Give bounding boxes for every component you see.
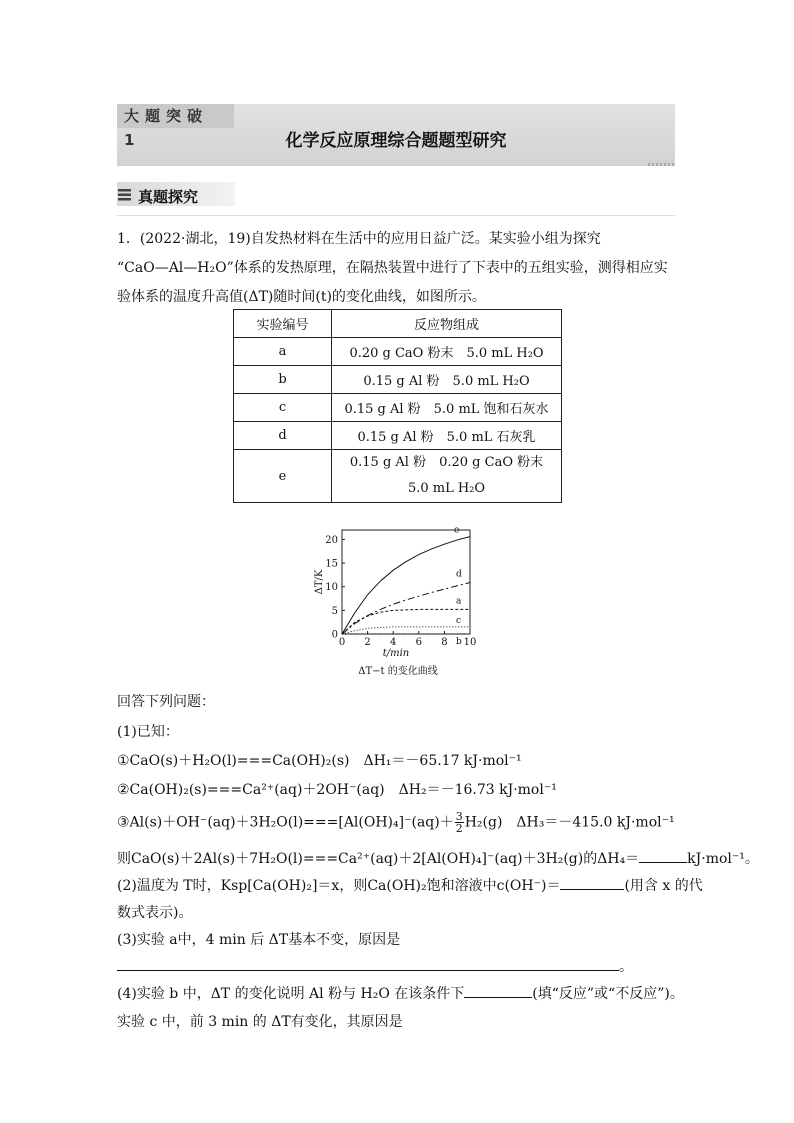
q4-line-1 — [117, 983, 684, 1003]
fraction-denominator: 2 — [455, 822, 463, 835]
table-cell-id: d — [234, 422, 332, 450]
question-intro — [117, 225, 687, 312]
q1-eq3-left: ③Al(s)＋OH⁻(aq)＋3H₂O(l)===[Al(OH)₄]⁻(aq)＋ — [117, 814, 454, 831]
composition-line-2: 5.0 mL H₂O — [407, 481, 486, 496]
q2-line-2: 数式表示)。 — [117, 905, 193, 921]
q1-eq1: ①CaO(s)＋H₂O(l)===Ca(OH)₂(s) ΔH₁＝－65.17 kJ·mol⁻¹ — [117, 753, 522, 769]
q3-answer-line — [117, 956, 633, 976]
table-row — [234, 366, 562, 394]
y-tick-label: 20 — [325, 534, 338, 546]
series-label-e: e — [454, 525, 460, 536]
table-cell-composition: 0.15 g Al 粉 5.0 mL 石灰乳 — [332, 422, 562, 450]
table-row — [234, 394, 562, 422]
intro-line-1: 1．(2022·湖北，19)自发热材料在生活中的应用日益广泛。某实验小组为探究 — [117, 231, 601, 247]
experiment-table — [233, 309, 562, 503]
q4-answer-blank[interactable] — [464, 983, 532, 998]
intro-line-2: “CaO—Al—H₂O”体系的发热原理，在隔热装置中进行了下表中的五组实验，测得相应实 — [117, 260, 668, 276]
series-label-c: c — [456, 615, 462, 626]
table-cell-composition — [332, 450, 562, 503]
q3-end: 。 — [619, 959, 633, 975]
q1-eq3-right: H₂(g) ΔH₃＝－415.0 kJ·mol⁻¹ — [464, 814, 675, 831]
x-tick-label: 10 — [463, 637, 477, 648]
x-axis-label: t/min — [382, 648, 410, 659]
series-label-a: a — [456, 596, 462, 607]
y-axis-label: ΔT/K — [314, 569, 325, 595]
q1-ask — [117, 848, 759, 868]
table-row — [234, 450, 562, 503]
q1-label: (1)已知： — [117, 724, 179, 740]
table-header-cell: 实验编号 — [234, 310, 332, 338]
series-line-e — [342, 537, 470, 634]
x-tick-label: 6 — [415, 637, 422, 648]
table-header-row — [234, 310, 562, 338]
section-bars-icon — [118, 189, 131, 201]
table-cell-id: a — [234, 338, 332, 366]
q3-line-1: (3)实验 a中，4 min 后 ΔT基本不变，原因是 — [117, 932, 401, 948]
q1-eq2: ②Ca(OH)₂(s)===Ca²⁺(aq)＋2OH⁻(aq) ΔH₂＝－16.73 kJ·mol⁻¹ — [117, 782, 557, 798]
q1-eq3-fraction — [455, 811, 464, 834]
q4-left: (4)实验 b 中，ΔT 的变化说明 Al 粉与 H₂O 在该条件下 — [117, 986, 465, 1002]
table-cell-composition: 0.15 g Al 粉 5.0 mL 饱和石灰水 — [332, 394, 562, 422]
chapter-title: 化学反应原理综合题题型研究 — [285, 131, 507, 151]
fraction-numerator: 3 — [455, 810, 463, 823]
table-cell-id: b — [234, 366, 332, 394]
series-label-b: b — [456, 637, 462, 647]
table-cell-composition: 0.20 g CaO 粉末 5.0 mL H₂O — [332, 338, 562, 366]
series-label-d: d — [456, 569, 462, 580]
y-tick-label: 10 — [325, 582, 338, 594]
y-tick-label: 15 — [325, 558, 338, 570]
y-tick-label: 5 — [331, 605, 338, 617]
chart-title: ΔT−t 的变化曲线 — [358, 666, 438, 677]
composition-line-1: 0.15 g Al 粉 0.20 g CaO 粉末 — [349, 455, 544, 470]
table-header-cell: 反应物组成 — [332, 310, 562, 338]
series-line-a — [342, 609, 470, 634]
q1-ask-left: 则CaO(s)＋2Al(s)＋7H₂O(l)===Ca²⁺(aq)＋2[Al(OH)₄]⁻(aq)＋3H₂(g)的ΔH₄＝ — [117, 851, 640, 867]
intro-line-3: 验体系的温度升高值(ΔT)随时间(t)的变化曲线，如图所示。 — [117, 289, 486, 305]
table-row — [234, 338, 562, 366]
y-tick-label: 0 — [331, 629, 338, 641]
banner-dots — [648, 163, 674, 166]
q1-ask-right: kJ·mol⁻¹。 — [687, 851, 759, 867]
chapter-tag: 大题突破 1 — [117, 104, 234, 128]
plot-frame — [342, 530, 470, 634]
series-line-c — [342, 627, 470, 634]
q2-left: (2)温度为 T时，Ksp[Ca(OH)₂]＝x，则Ca(OH)₂饱和溶液中c(OH⁻)＝ — [117, 878, 561, 894]
q4-line-2: 实验 c 中，前 3 min 的 ΔT有变化，其原因是 — [117, 1014, 403, 1030]
q4-right: (填“反应”或“不反应”)。 — [532, 986, 684, 1002]
q2-answer-blank[interactable] — [560, 875, 624, 890]
x-tick-label: 8 — [441, 637, 448, 648]
table-cell-composition: 0.15 g Al 粉 5.0 mL H₂O — [332, 366, 562, 394]
x-tick-label: 4 — [390, 637, 397, 648]
section-title: 真题探究 — [138, 188, 199, 206]
q2-line-1 — [117, 875, 703, 895]
table-row — [234, 422, 562, 450]
table-cell-id: c — [234, 394, 332, 422]
q2-right: (用含 x 的代 — [624, 878, 703, 894]
section-divider — [117, 215, 675, 216]
q3-answer-blank[interactable] — [117, 956, 619, 971]
x-tick-label: 0 — [338, 637, 346, 648]
x-tick-label: 2 — [364, 637, 371, 648]
delta-t-chart — [310, 522, 490, 687]
q1-eq3 — [117, 811, 675, 834]
answer-intro: 回答下列问题： — [117, 694, 215, 710]
table-cell-id: e — [234, 450, 332, 503]
q1-answer-blank[interactable] — [639, 848, 687, 863]
series-line-d — [342, 582, 470, 634]
